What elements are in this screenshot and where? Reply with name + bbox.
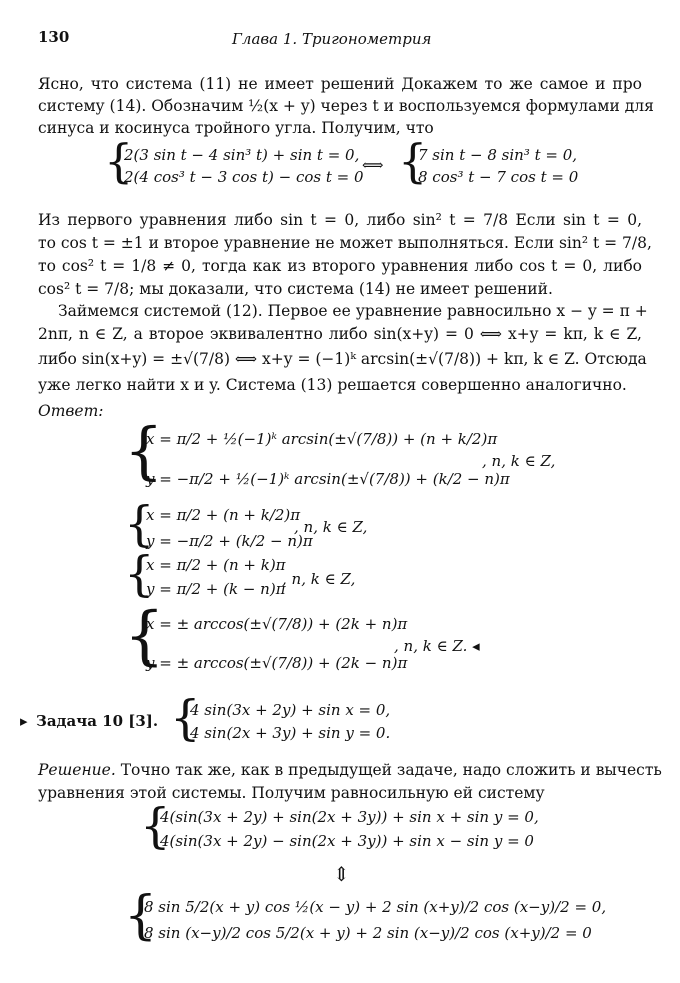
answer-label: Ответ: [38,402,104,420]
text-line: Займемся системой (12). Первое ее уравнение равносильно x − y = π + [58,302,648,320]
text-line: уже легко найти x и y. Система (13) решается совершенно аналогично. [38,376,627,394]
text-line: уравнения этой системы. Получим равносильную ей систему [38,784,545,802]
text-line: либо sin(x+y) = ±√(7/8) ⟺ x+y = (−1)ᵏ arcsin(±√(7/8)) + kπ, k ∈ Z. Отсюда [38,350,647,368]
equation: 4(sin(3x + 2y) − sin(2x + 3y)) + sin x − sin y = 0 [160,832,534,850]
solution-line-1 [38,760,662,780]
page-number: 130 [38,28,70,46]
equivalence-sign: ⟺ [362,156,384,174]
text-line: систему (14). Обозначим ½(x + y) через t и воспользуемся формулами для [38,97,654,115]
left-brace: { [124,886,158,946]
text-line: то cos t = ±1 и второе уравнение не может выполняться. Если sin² t = 7/8, [38,234,652,252]
equation: y = ± arccos(±√(7/8)) + (2k − n)π [146,654,408,672]
left-brace: { [124,546,155,602]
left-brace: { [398,134,428,188]
task-marker-icon: ▸ [20,712,28,730]
task-label: Задача 10 [3]. [36,712,159,730]
condition: , n, k ∈ Z, [282,570,356,588]
equation: x = π/2 + (n + k/2)π [146,506,301,524]
equation: x = π/2 + (n + k)π [146,556,286,574]
left-brace: { [170,690,201,746]
equation: 4(sin(3x + 2y) + sin(2x + 3y)) + sin x + sin y = 0, [160,808,539,826]
left-brace: { [124,496,155,552]
solution-text: Точно так же, как в предыдущей задаче, надо сложить и вычесть [120,761,662,779]
equation: x = π/2 + ½(−1)ᵏ arcsin(±√(7/8)) + (n + k/2)π [146,430,498,448]
equation: 4 sin(3x + 2y) + sin x = 0, [190,701,391,719]
condition: , n, k ∈ Z, [294,518,368,536]
condition: , n, k ∈ Z, [482,452,556,470]
equation: 8 sin (x−y)/2 cos 5/2(x + y) + 2 sin (x−y)/2 cos (x+y)/2 = 0 [144,924,592,942]
left-brace: { [140,798,171,854]
text-line: Из первого уравнения либо sin t = 0, либо sin² t = 7/8 Если sin t = 0, [38,211,642,229]
solution-label: Решение. [38,761,116,779]
condition: , n, k ∈ Z. ◂ [394,637,480,655]
left-brace: { [124,414,164,487]
equation: 7 sin t − 8 sin³ t = 0, [418,146,578,164]
equation: 4 sin(2x + 3y) + sin y = 0. [190,724,391,742]
equation: 2(4 cos³ t − 3 cos t) − cos t = 0 [124,168,364,186]
equation: y = −π/2 + ½(−1)ᵏ arcsin(±√(7/8)) + (k/2 − n)π [146,470,510,488]
left-brace: { [104,134,134,188]
updown-arrow-icon: ⇕ [333,862,350,886]
equation: y = π/2 + (k − n)π [146,580,286,598]
equation: y = −π/2 + (k/2 − n)π [146,532,313,550]
equation: 8 sin 5/2(x + y) cos ½(x − y) + 2 sin (x+y)/2 cos (x−y)/2 = 0, [144,898,607,916]
text-line: cos² t = 7/8; мы доказали, что система (14) не имеет решений. [38,280,553,298]
equation: x = ± arccos(±√(7/8)) + (2k + n)π [146,615,408,633]
text-line: 2nπ, n ∈ Z, а второе эквивалентно либо sin(x+y) = 0 ⟺ x+y = kπ, k ∈ Z, [38,325,642,343]
chapter-title: Глава 1. Тригонометрия [232,30,432,48]
text-line: Ясно, что система (11) не имеет решений Докажем то же самое и про [38,75,642,93]
text-line: синуса и косинуса тройного угла. Получим, что [38,119,434,137]
equation: 8 cos³ t − 7 cos t = 0 [418,168,579,186]
equation: 2(3 sin t − 4 sin³ t) + sin t = 0, [124,146,360,164]
left-brace: { [124,599,165,673]
text-line: то cos² t = 1/8 ≠ 0, тогда как из второго уравнения либо cos t = 0, либо [38,257,642,275]
